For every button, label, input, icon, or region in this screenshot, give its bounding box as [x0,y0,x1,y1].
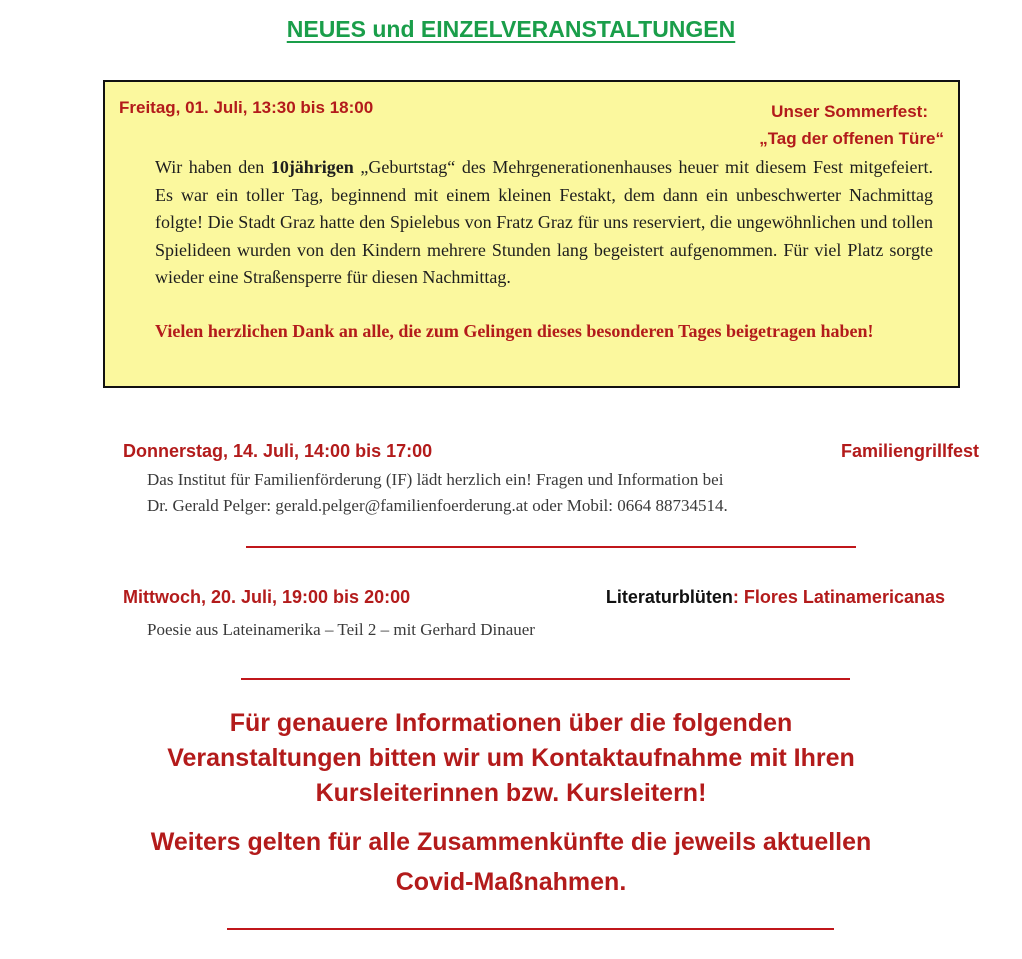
section-divider [241,678,850,680]
covid-notice [0,822,1022,902]
event1-title-line1: Unser Sommerfest: [771,102,928,121]
event2-body-line1: Das Institut für Familienförderung (IF) lädt herzlich ein! Fragen und Information bei [147,470,724,489]
event1-description [155,154,933,292]
event2-title: Familiengrillfest [840,441,979,461]
event3-header [123,587,945,611]
info-notice [0,706,1022,811]
notice-line2: Veranstaltungen bitten wir um Kontaktaufnahme mit Ihren [167,744,855,772]
event2-date: Donnerstag, 14. Juli, 14:00 bis 17:00 [123,441,433,461]
event1-text-before: Wir haben den [155,157,271,177]
notice-line4: Weiters gelten für alle Zusammenkünfte die jeweils aktuellen [150,828,872,856]
event-highlight-box [103,80,960,388]
section-divider [227,928,834,930]
event3-description: Poesie aus Lateinamerika – Teil 2 – mit Gerhard Dinauer [147,620,535,639]
event2-body-line2: Dr. Gerald Pelger: gerald.pelger@familienfoerderung.at oder Mobil: 0664 88734514. [147,496,728,515]
event3-title-suffix: : Flores Latinamericanas [732,587,945,607]
event1-date: Freitag, 01. Juli, 13:30 bis 18:00 [119,98,374,117]
page-heading: NEUES und EINZELVERANSTALTUNGEN [286,16,736,42]
event1-thanks: Vielen herzlichen Dank an alle, die zum Gelingen dieses besonderen Tages beigetragen haben! [155,321,874,341]
event3-date: Mittwoch, 20. Juli, 19:00 bis 20:00 [123,587,411,607]
notice-line3: Kursleiterinnen bzw. Kursleitern! [315,779,707,807]
event2-description [147,467,947,519]
notice-line1: Für genauere Informationen über die folgenden [229,709,793,737]
event1-bold-text: 10jährigen [270,157,354,177]
event1-text-after: „Geburtstag“ des Mehrgenerationenhauses heuer mit diesem Fest mitgefeiert. Es war ein toller Tag, beginnend mit einem kleinen Festakt, dem dann ein unbeschwerter Nachmittag folgte! Die Stadt Graz hatte den Spielebus von Fratz Graz für uns reserviert, die ungewöhnlichen und tollen Spielideen wurden von den Kindern mehrere Stunden lang begeistert aufgenommen. Für viel Platz sorgte wieder eine Straßensperre für diesen Nachmittag. [155,157,934,287]
event1-title [759,98,944,152]
notice-line5: Covid-Maßnahmen. [395,868,627,896]
event3-title-prefix: Literaturblüten [605,587,733,607]
event1-title-line2: „Tag der offenen Türe“ [759,129,944,148]
section-divider [246,546,856,548]
event3-title [606,587,945,608]
event2-header [123,441,979,465]
